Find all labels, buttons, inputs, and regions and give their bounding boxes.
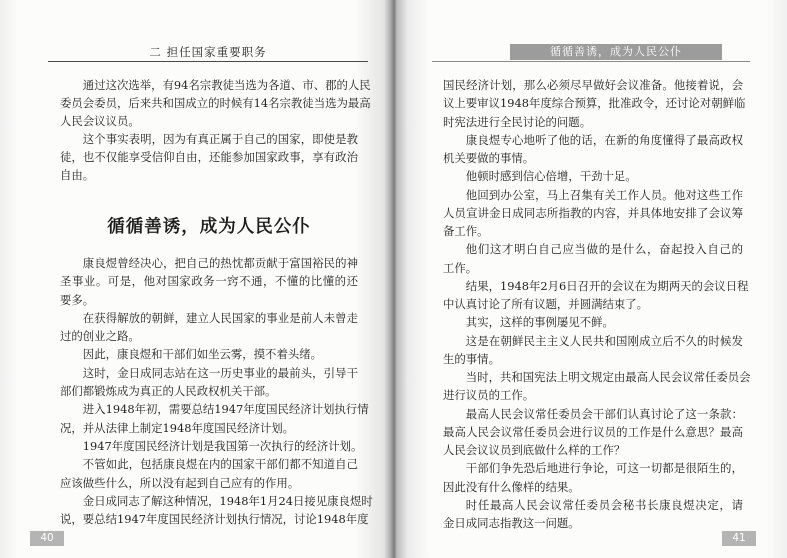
text-line: 这个事实表明，因为有真正属于自己的国家，即使是教 (82, 132, 358, 146)
text-line: 过的创业之路。 (60, 329, 140, 344)
text-line: 机关要做的事情。 (443, 151, 535, 165)
text-line: 要多。 (60, 292, 95, 307)
text-line: 国民经济计划，那么必须尽早做好会议准备。他接着说，会 (443, 78, 743, 92)
text-line: 不管如此，包括康良煜在内的国家干部们都不知道自己 (82, 457, 358, 472)
right-page (394, 0, 787, 558)
text-line: 当时，共和国宪法上明文规定由最高人民会议常任委员会 (465, 370, 751, 384)
page-number: 41 (722, 531, 756, 546)
text-line: 其实，这样的事例屡见不鲜。 (465, 315, 614, 330)
text-line: 康良煜专心地听了他的话，在新的角度懂得了最高政权 (465, 132, 743, 147)
text-line: 最高人民会议常任委员会进行议员的工作是什么意思？最高 (443, 424, 743, 439)
text-line: 他回到办公室，马上召集有关工作人员。他对这些工作 (465, 187, 743, 202)
text-line: 生的事情。 (443, 351, 500, 366)
text-line: 自由。 (60, 168, 95, 182)
text-line: 人民会议议员。 (60, 114, 140, 128)
text-line: 干部们争先恐后地进行争论，可这一切都是很陌生的， (465, 461, 743, 476)
running-head: 循循善诱，成为人民公仆 (510, 44, 722, 60)
running-head-rule (432, 61, 750, 62)
text-line: 结果，1948年2月6日召开的会议在为期两天的会议日程 (465, 278, 749, 293)
text-line: 部们都锻炼成为真正的人民政权机关干部。 (60, 384, 277, 399)
text-line: 通过这次选举，有94名宗教徒当选为各道、市、郡的人民 (82, 78, 371, 92)
text-line: 这时，金日成同志站在这一历史事业的最前头，引导干 (82, 365, 358, 380)
body-text-top (60, 76, 371, 184)
text-line: 人民会议议员到底做什么样的工作？ (443, 443, 626, 457)
section-heading: 循循善诱，成为人民公仆 (107, 217, 311, 237)
text-line: 委员会委员，后来共和国成立的时候有14名宗教徒当选为最高 (60, 96, 371, 110)
text-line: 因此没有什么像样的结果。 (443, 479, 580, 494)
text-line: 人员宣讲金日成同志所指教的内容，并具体地安排了会议筹 (443, 205, 743, 220)
text-line: 因此，康良煜和干部们如坐云雾，摸不着头绪。 (82, 347, 323, 362)
text-line: 时任最高人民会议常任委员会秘书长康良煜决定，请 (465, 497, 743, 512)
running-head: 二 担任国家重要职务 (48, 43, 368, 62)
text-line: 应该做些什么，所以没有起到自己应有的作用。 (60, 475, 300, 490)
text-line: 时宪法进行全民讨论的问题。 (443, 114, 592, 129)
text-line: 工作。 (443, 260, 478, 275)
text-line: 这是在朝鲜民主主义人民共和国刚成立后不久的时候发 (465, 333, 743, 348)
text-line: 康良煜曾经决心，把自己的热忱都贡献于富国裕民的神 (82, 256, 358, 270)
text-line: 中认真讨论了所有议题，并圆满结束了。 (443, 297, 649, 311)
text-line: 金日成同志了解这种情况，1948年1月24日接见康良煜时 (82, 493, 373, 508)
text-line: 况，并从法律上制定1948年度国民经济计划。 (60, 420, 295, 435)
body-text-bottom (60, 254, 373, 528)
text-line: 备工作。 (443, 224, 489, 238)
body-text (443, 76, 751, 532)
text-line: 说，要总结1947年度国民经济计划执行情况，讨论1948年度 (60, 512, 369, 527)
text-line: 在获得解放的朝鲜，建立人民国家的事业是前人未曾走 (82, 310, 358, 325)
page-number: 40 (30, 531, 64, 546)
text-line: 金日成同志指教这一问题。 (443, 516, 580, 530)
text-line: 他们这才明白自己应当做的是什么，奋起投入自己的 (465, 242, 743, 257)
text-line: 最高人民会议常任委员会干部们认真讨论了这一条款： (465, 406, 743, 421)
text-line: 议上要审议1948年度综合预算，批准政令，还讨论对朝鲜临 (443, 96, 746, 111)
text-line: 圣事业。可是，他对国家政务一窍不通，不懂的比懂的还 (60, 274, 358, 289)
text-line: 进入1948年初，需要总结1947年度国民经济计划执行情 (82, 402, 369, 417)
text-line: 他顿时感到信心倍增，干劲十足。 (465, 169, 637, 184)
text-line: 徒，也不仅能享受信仰自由，还能参加国家政事，享有政治 (60, 150, 358, 164)
text-line: 进行议员的工作。 (443, 388, 535, 403)
text-line: 1947年度国民经济计划是我国第一次执行的经济计划。 (82, 438, 363, 453)
